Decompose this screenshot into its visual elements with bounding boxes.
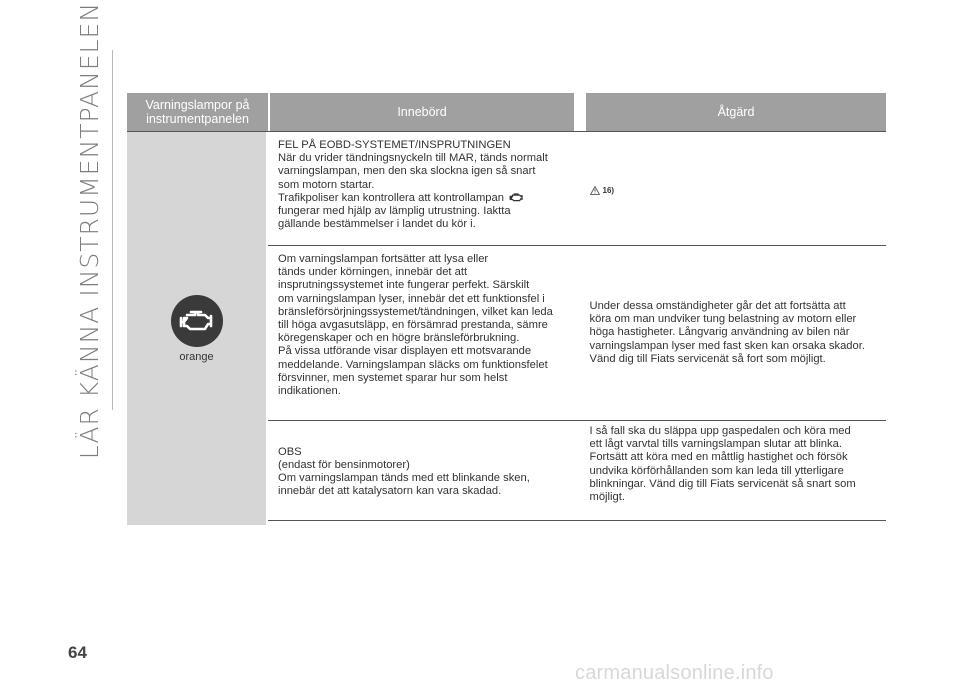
chapter-title-vertical xyxy=(68,1,112,459)
text-line: gällande bestämmelser i landet du kör i. xyxy=(278,218,476,231)
warning-reference xyxy=(590,184,615,197)
table-body xyxy=(127,132,886,525)
header-lamp-line1: Varningslampor på xyxy=(145,98,250,112)
text-line: köra om man undviker tung belastning av motorn eller xyxy=(589,313,857,326)
text-line: varningslampan, men den ska slockna igen så snart xyxy=(278,165,536,178)
header-action: Åtgärd xyxy=(586,93,886,131)
text-line: innebär det att katalysatorn kan vara skadad. xyxy=(278,485,502,498)
text-line: undvika körförhållanden som kan leda till ytterligare xyxy=(589,464,844,477)
text-line: varningslampan lyser med fast sken kan orsaka skador. xyxy=(589,339,865,352)
text-line-with-icon xyxy=(278,192,578,205)
text-line: ett lågt varvtal tills varningslampan slutar att blinka. xyxy=(589,438,842,451)
text-line: Trafikpoliser kan kontrollera att kontrollampan xyxy=(278,191,504,204)
text-line: FEL PÅ EOBD-SYSTEMET/INSPRUTNINGEN xyxy=(278,139,511,151)
header-meaning: Innebörd xyxy=(270,93,574,131)
chapter-title-text: LÄR KÄNNA INSTRUMENTPANELEN xyxy=(75,1,105,459)
engine-check-icon xyxy=(509,192,524,203)
lamp-color-label: orange xyxy=(179,350,214,363)
text-line: möjligt. xyxy=(589,491,625,504)
text-line: till höga avgasutsläpp, en försämrad prestanda, sämre xyxy=(278,319,548,332)
watermark: carmanualsonline.info xyxy=(575,662,774,684)
action-cell xyxy=(578,421,887,520)
text-line: På vissa utförande visar displayen ett motsvarande xyxy=(278,345,532,358)
chapter-divider xyxy=(112,50,113,410)
text-line: Fortsätt att köra med en måttlig hastighet och försök xyxy=(589,451,848,464)
text-line: meddelande. Varningslampan släcks om funktionsfelet xyxy=(278,358,548,371)
action-cell xyxy=(578,246,887,420)
text-line: Under dessa omständigheter går det att fortsätta att xyxy=(589,299,846,312)
warning-reference-number: 16) xyxy=(602,186,615,195)
header-lamp-line2: instrumentpanelen xyxy=(146,112,249,126)
text-line: försvinner, men systemet sparar hur som helst xyxy=(278,371,508,384)
text-line: Om varningslampan fortsätter att lysa eller xyxy=(278,253,489,265)
header-lamp xyxy=(127,93,268,131)
table-header xyxy=(127,93,886,131)
text-line: insprutningssystemet inte fungerar perfekt. Särskilt xyxy=(278,279,530,292)
warning-lamp-table xyxy=(127,93,886,525)
text-line: som motorn startar. xyxy=(278,178,375,191)
text-line: fungerar med hjälp av lämplig utrustning. Iaktta xyxy=(278,205,511,218)
text-line: I så fall ska du släppa upp gaspedalen och köra med xyxy=(589,425,851,437)
lamp-badge xyxy=(171,295,223,347)
text-line: om varningslampan lyser, innebär det ett funktionsfel i xyxy=(278,292,545,305)
table-rows xyxy=(266,132,886,525)
text-line: (endast för bensinmotorer) xyxy=(278,458,410,471)
meaning-cell xyxy=(268,246,578,420)
text-line: När du vrider tändningsnyckeln till MAR, tänds normalt xyxy=(278,152,548,165)
text-line: bränsleförsörjningssystemet/tändningen, vilket kan leda xyxy=(278,305,553,318)
page-number: 64 xyxy=(68,643,87,662)
meaning-cell xyxy=(268,421,578,520)
text-line: tänds under körningen, innebär det att xyxy=(278,266,468,279)
table-row xyxy=(268,246,886,421)
warning-triangle-icon xyxy=(590,186,600,195)
text-line: blinkningar. Vänd dig till Fiats servicenät så snart som xyxy=(589,477,856,490)
text-line: Om varningslampan tänds med ett blinkande sken, xyxy=(278,472,530,484)
meaning-cell xyxy=(268,132,578,245)
text-line: indikationen. xyxy=(278,385,341,398)
text-line: höga hastigheter. Långvarig användning av bilen när xyxy=(589,326,850,339)
text-line: köregenskaper och en högre bränsleförbrukning. xyxy=(278,332,520,345)
table-row xyxy=(268,132,886,246)
table-row xyxy=(268,421,886,521)
text-line: OBS xyxy=(278,445,302,458)
action-cell xyxy=(578,132,887,245)
engine-check-icon xyxy=(178,308,216,334)
lamp-cell xyxy=(127,132,266,525)
text-line: Vänd dig till Fiats servicenät så fort som möjligt. xyxy=(589,352,826,365)
